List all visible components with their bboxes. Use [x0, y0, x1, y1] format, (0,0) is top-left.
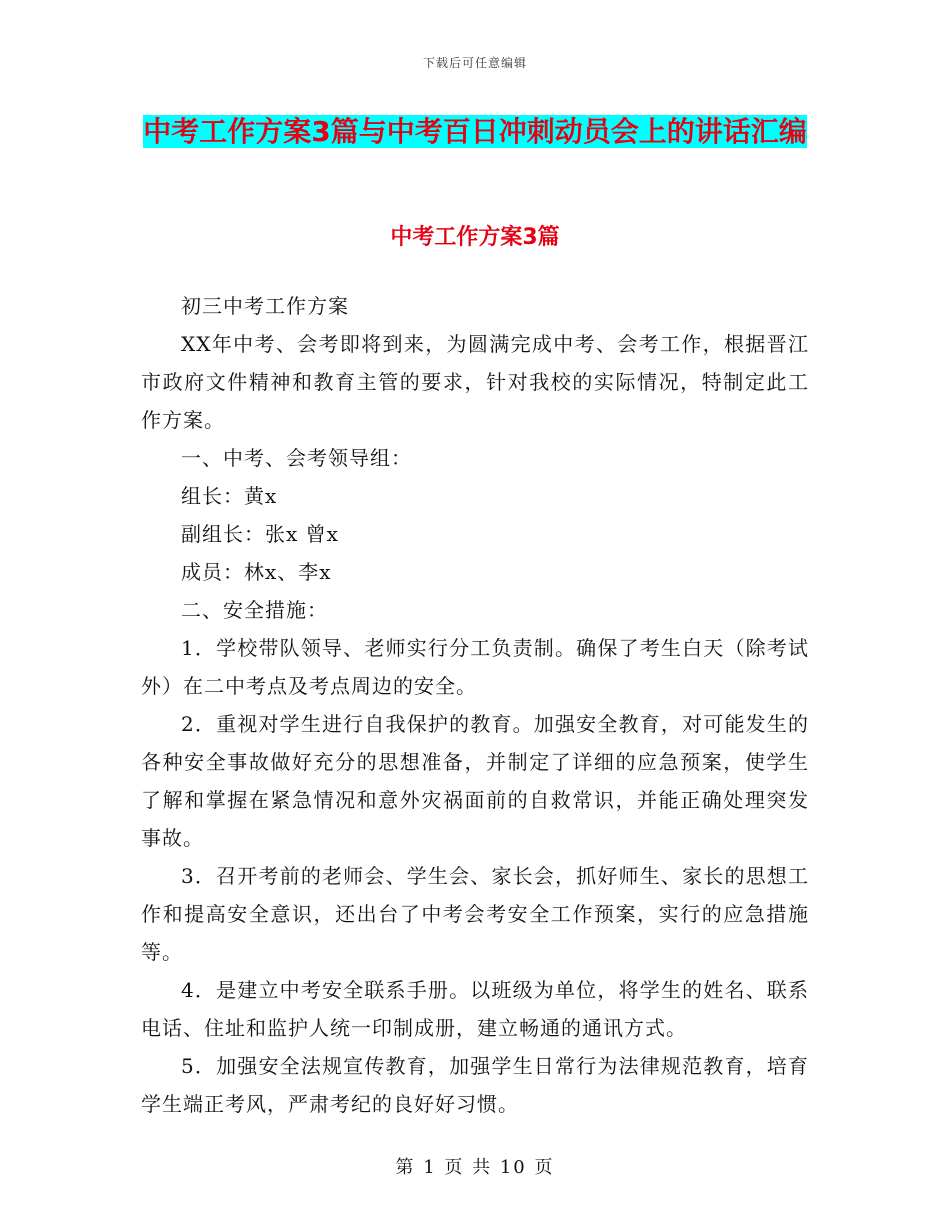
paragraph: 2．重视对学生进行自我保护的教育。加强安全教育，对可能发生的各种安全事故做好充分的思想准备，并制定了详细的应急预案，使学生了解和掌握在紧急情况和意外灾祸面前的自救常识，并能正确处理突发事故。	[141, 712, 809, 850]
paragraph: 副组长：张x 曾x	[181, 522, 339, 546]
paragraph: 3．召开考前的老师会、学生会、家长会，抓好师生、家长的思想工作和提高安全意识，还出台了中考会考安全工作预案，实行的应急措施等。	[141, 864, 809, 964]
document-body	[141, 287, 809, 1123]
paragraph: 1．学校带队领导、老师实行分工负责制。确保了考生白天（除考试外）在二中考点及考点周边的安全。	[141, 636, 809, 698]
paragraph: 4．是建立中考安全联系手册。以班级为单位，将学生的姓名、联系电话、住址和监护人统一印制成册，建立畅通的通讯方式。	[141, 978, 809, 1040]
paragraph: 一、中考、会考领导组：	[181, 446, 412, 470]
page-number-footer: 第 1 页 共 10 页	[395, 1157, 555, 1178]
section-title: 中考工作方案3篇	[390, 225, 560, 250]
paragraph: 5．加强安全法规宣传教育，加强学生日常行为法律规范教育，培育学生端正考风，严肃考纪的良好好习惯。	[141, 1054, 809, 1116]
document-title-text: 中考工作方案3篇与中考百日冲刺动员会上的讲话汇编	[143, 115, 807, 148]
paragraph: 成员：林x、李x	[181, 560, 332, 584]
paragraph: 初三中考工作方案	[181, 294, 349, 318]
document-title	[140, 110, 810, 154]
paragraph: XX年中考、会考即将到来，为圆满完成中考、会考工作，根据晋江市政府文件精神和教育主管的要求，针对我校的实际情况，特制定此工作方案。	[141, 332, 809, 432]
paragraph: 组长：黄x	[181, 484, 278, 508]
paragraph: 二、安全措施：	[181, 598, 328, 622]
header-note: 下载后可任意编辑	[422, 56, 527, 70]
